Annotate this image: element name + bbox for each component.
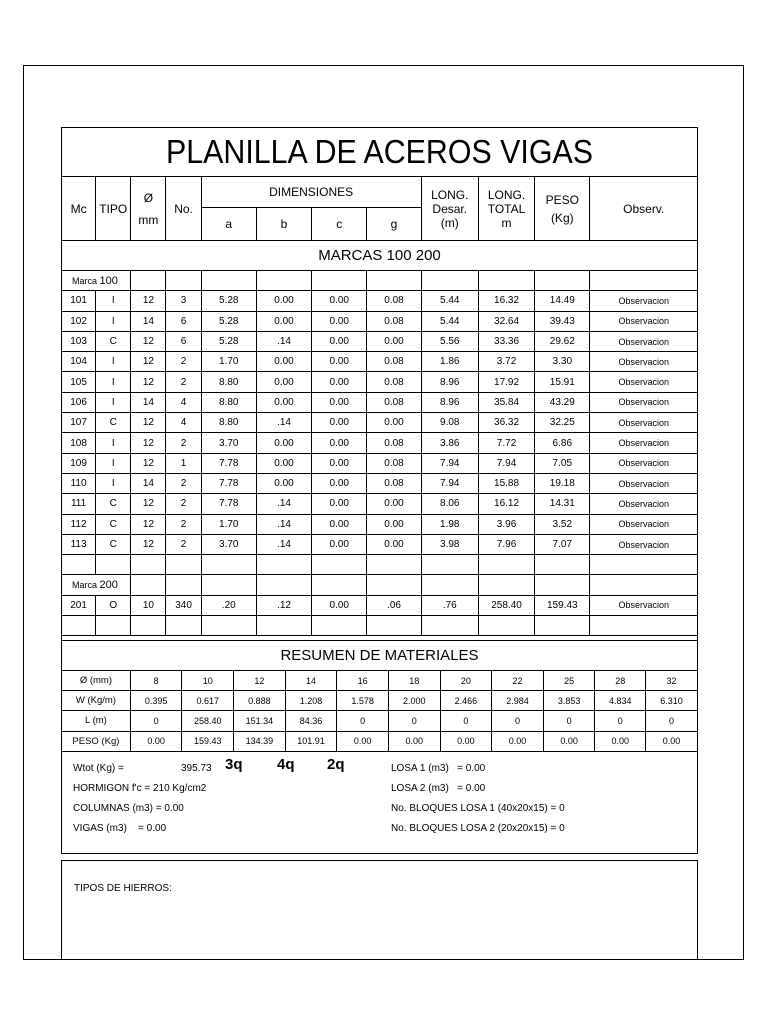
table-row bbox=[62, 372, 698, 392]
table-cell: 12 bbox=[131, 413, 166, 433]
table-cell: 5.28 bbox=[201, 311, 256, 331]
summary-row bbox=[62, 691, 698, 711]
table-cell: 2 bbox=[166, 514, 201, 534]
q-note-3: 2q bbox=[327, 756, 345, 773]
q-note-1: 3q bbox=[225, 756, 243, 773]
table-cell: 7.94 bbox=[421, 473, 478, 493]
summary-cell: 10 bbox=[182, 671, 234, 691]
table-cell: 0.00 bbox=[312, 352, 367, 372]
summary-cell: 0 bbox=[440, 711, 492, 731]
table-cell: 12 bbox=[131, 453, 166, 473]
table-row bbox=[62, 494, 698, 514]
table-cell: Observacion bbox=[590, 372, 698, 392]
summary-cell: 1.578 bbox=[337, 691, 389, 711]
table-cell: .12 bbox=[256, 595, 311, 615]
table-cell: O bbox=[96, 595, 131, 615]
table-cell: 110 bbox=[62, 473, 96, 493]
table-cell: 12 bbox=[131, 534, 166, 554]
table-cell: 9.08 bbox=[421, 413, 478, 433]
table-cell: 0.00 bbox=[256, 392, 311, 412]
summary-cell: 32 bbox=[646, 671, 698, 691]
header-diameter-symbol: Ø bbox=[143, 190, 154, 205]
table-cell: 8.80 bbox=[201, 413, 256, 433]
summary-cell: 4.834 bbox=[595, 691, 646, 711]
table-cell: C bbox=[96, 413, 131, 433]
table-cell: 16.32 bbox=[478, 291, 534, 311]
summary-cell: 0 bbox=[130, 711, 182, 731]
table-cell: 113 bbox=[62, 534, 96, 554]
table-row bbox=[62, 433, 698, 453]
header-observ: Observ. bbox=[590, 177, 698, 241]
marca-200-word: Marca bbox=[72, 580, 98, 591]
table-cell: Observacion bbox=[590, 473, 698, 493]
table-cell: 17.92 bbox=[478, 372, 534, 392]
losa1-note: LOSA 1 (m3) = 0.00 bbox=[391, 763, 486, 774]
table-cell: 3.72 bbox=[478, 352, 534, 372]
table-cell: 3.70 bbox=[201, 433, 256, 453]
table-cell: 5.28 bbox=[201, 331, 256, 351]
summary-cell: 3.853 bbox=[543, 691, 595, 711]
table-row bbox=[62, 311, 698, 331]
header-long-total bbox=[478, 177, 534, 241]
table-cell: 0.00 bbox=[367, 331, 421, 351]
table-cell: Observacion bbox=[590, 392, 698, 412]
header-dim-a: a bbox=[201, 208, 256, 241]
table-cell: .20 bbox=[201, 595, 256, 615]
summary-row-label: W (Kg/m) bbox=[62, 691, 131, 711]
table-cell: 0.00 bbox=[367, 534, 421, 554]
table-cell: 16.12 bbox=[478, 494, 534, 514]
table-cell: 105 bbox=[62, 372, 96, 392]
table-cell: I bbox=[96, 473, 131, 493]
tipos-de-hierros-label: TIPOS DE HIERROS: bbox=[74, 883, 172, 894]
tipos-de-hierros-box bbox=[61, 860, 698, 960]
table-cell: 0.00 bbox=[312, 311, 367, 331]
table-cell: 12 bbox=[131, 433, 166, 453]
header-mc: Mc bbox=[62, 177, 96, 241]
summary-cell: 6.310 bbox=[646, 691, 698, 711]
header-peso-l1: PESO bbox=[545, 192, 579, 207]
header-dim-g: g bbox=[367, 208, 421, 241]
table-cell: 32.64 bbox=[478, 311, 534, 331]
table-cell: 0.00 bbox=[312, 514, 367, 534]
table-row bbox=[62, 453, 698, 473]
table-cell: 2 bbox=[166, 494, 201, 514]
table-cell: 2 bbox=[166, 433, 201, 453]
table-cell: 3 bbox=[166, 291, 201, 311]
table-cell: 8.06 bbox=[421, 494, 478, 514]
table-cell: 6 bbox=[166, 331, 201, 351]
table-cell: 39.43 bbox=[535, 311, 590, 331]
materials-summary-table bbox=[61, 640, 698, 752]
marca-100-word: Marca bbox=[72, 275, 98, 286]
table-cell: 0.08 bbox=[367, 392, 421, 412]
table-cell: 0.00 bbox=[256, 433, 311, 453]
table-cell: 101 bbox=[62, 291, 96, 311]
table-cell: .06 bbox=[367, 595, 421, 615]
table-row bbox=[62, 473, 698, 493]
table-cell: 43.29 bbox=[535, 392, 590, 412]
table-cell: Observacion bbox=[590, 453, 698, 473]
table-cell: 12 bbox=[131, 372, 166, 392]
table-cell: 5.44 bbox=[421, 291, 478, 311]
table-cell: 0.00 bbox=[312, 534, 367, 554]
table-cell: 0.00 bbox=[367, 514, 421, 534]
table-cell: 3.86 bbox=[421, 433, 478, 453]
table-cell: I bbox=[96, 453, 131, 473]
header-diameter bbox=[131, 177, 166, 241]
table-cell: 0.00 bbox=[312, 453, 367, 473]
table-cell: C bbox=[96, 534, 131, 554]
table-row bbox=[62, 514, 698, 534]
table-cell: I bbox=[96, 352, 131, 372]
summary-cell: 0 bbox=[337, 711, 389, 731]
table-cell: 0.00 bbox=[256, 473, 311, 493]
summary-cell: 0 bbox=[646, 711, 698, 731]
table-cell: 0.00 bbox=[312, 433, 367, 453]
vigas-note: VIGAS (m3) = 0.00 bbox=[73, 823, 167, 834]
table-cell: 3.30 bbox=[535, 352, 590, 372]
table-cell: 3.52 bbox=[535, 514, 590, 534]
table-cell: 104 bbox=[62, 352, 96, 372]
table-cell: 109 bbox=[62, 453, 96, 473]
header-long-desar-l2: Desar. bbox=[432, 201, 468, 216]
summary-row-label: PESO (Kg) bbox=[62, 731, 131, 751]
header-long-desar bbox=[421, 177, 478, 241]
table-cell: 0.00 bbox=[367, 494, 421, 514]
table-row bbox=[62, 331, 698, 351]
table-cell: Observacion bbox=[590, 514, 698, 534]
table-cell: 2 bbox=[166, 352, 201, 372]
table-cell: C bbox=[96, 494, 131, 514]
summary-cell: 134.39 bbox=[234, 731, 286, 751]
q-note-2: 4q bbox=[277, 756, 295, 773]
summary-cell: 0.00 bbox=[492, 731, 544, 751]
header-dim-b: b bbox=[256, 208, 311, 241]
table-cell: Observacion bbox=[590, 311, 698, 331]
summary-cell: 14 bbox=[285, 671, 337, 691]
table-cell: Observacion bbox=[590, 413, 698, 433]
table-cell: 15.88 bbox=[478, 473, 534, 493]
wtot-value: 395.73 bbox=[181, 763, 212, 774]
table-cell: 0.00 bbox=[312, 595, 367, 615]
table-cell: 0.00 bbox=[256, 352, 311, 372]
table-cell: 7.96 bbox=[478, 534, 534, 554]
table-cell: 4 bbox=[166, 392, 201, 412]
table-cell: .76 bbox=[421, 595, 478, 615]
header-tipo: TIPO bbox=[96, 177, 131, 241]
table-cell: Observacion bbox=[590, 291, 698, 311]
table-cell: 0.00 bbox=[312, 413, 367, 433]
table-cell: 0.00 bbox=[256, 372, 311, 392]
summary-cell: 25 bbox=[543, 671, 595, 691]
table-cell: 0.00 bbox=[256, 311, 311, 331]
table-cell: 7.94 bbox=[478, 453, 534, 473]
table-cell: 6 bbox=[166, 311, 201, 331]
table-cell: 8.96 bbox=[421, 392, 478, 412]
summary-cell: 2.984 bbox=[492, 691, 544, 711]
table-cell: 1 bbox=[166, 453, 201, 473]
table-cell: 258.40 bbox=[478, 595, 534, 615]
section-title: MARCAS 100 200 bbox=[62, 241, 698, 271]
table-cell: 3.98 bbox=[421, 534, 478, 554]
table-cell: 7.07 bbox=[535, 534, 590, 554]
summary-cell: 20 bbox=[440, 671, 492, 691]
table-cell: 14 bbox=[131, 311, 166, 331]
table-cell: 32.25 bbox=[535, 413, 590, 433]
table-cell: 102 bbox=[62, 311, 96, 331]
page-title: PLANILLA DE ACEROS VIGAS bbox=[166, 133, 593, 170]
summary-cell: 12 bbox=[234, 671, 286, 691]
table-cell: 36.32 bbox=[478, 413, 534, 433]
table-cell: 201 bbox=[62, 595, 96, 615]
summary-cell: 2.000 bbox=[388, 691, 440, 711]
table-cell: 340 bbox=[166, 595, 201, 615]
table-cell: 0.00 bbox=[312, 494, 367, 514]
table-cell: 7.05 bbox=[535, 453, 590, 473]
summary-notes bbox=[61, 751, 698, 854]
summary-cell: 18 bbox=[388, 671, 440, 691]
summary-cell: 0.395 bbox=[130, 691, 182, 711]
table-cell: 0.08 bbox=[367, 291, 421, 311]
summary-cell: 0.00 bbox=[388, 731, 440, 751]
table-cell: 0.08 bbox=[367, 352, 421, 372]
table-cell: 2 bbox=[166, 473, 201, 493]
table-cell: 0.00 bbox=[312, 473, 367, 493]
table-cell: 14.31 bbox=[535, 494, 590, 514]
header-no: No. bbox=[166, 177, 201, 241]
table-cell: 8.80 bbox=[201, 392, 256, 412]
table-cell: .14 bbox=[256, 494, 311, 514]
table-cell: 2 bbox=[166, 534, 201, 554]
table-cell: 12 bbox=[131, 331, 166, 351]
summary-row-label: Ø (mm) bbox=[62, 671, 131, 691]
table-cell: 10 bbox=[131, 595, 166, 615]
table-cell: Observacion bbox=[590, 331, 698, 351]
table-cell: 3.96 bbox=[478, 514, 534, 534]
marca-100-label bbox=[62, 271, 131, 291]
marca-100-number: 100 bbox=[99, 274, 118, 287]
table-cell: 7.94 bbox=[421, 453, 478, 473]
hormigon-note: HORMIGON f'c = 210 Kg/cm2 bbox=[73, 783, 207, 794]
losa2-note: LOSA 2 (m3) = 0.00 bbox=[391, 783, 486, 794]
summary-cell: 0 bbox=[595, 711, 646, 731]
columnas-note: COLUMNAS (m3) = 0.00 bbox=[73, 803, 184, 814]
table-cell: 0.00 bbox=[312, 331, 367, 351]
table-cell: 5.44 bbox=[421, 311, 478, 331]
table-cell: 12 bbox=[131, 514, 166, 534]
table-cell: 107 bbox=[62, 413, 96, 433]
table-cell: 12 bbox=[131, 352, 166, 372]
table-cell: Observacion bbox=[590, 534, 698, 554]
table-cell: I bbox=[96, 311, 131, 331]
table-cell: 0.00 bbox=[367, 413, 421, 433]
table-cell: 3.70 bbox=[201, 534, 256, 554]
table-cell: .14 bbox=[256, 534, 311, 554]
table-cell: 14 bbox=[131, 392, 166, 412]
header-diameter-unit: mm bbox=[138, 212, 159, 227]
summary-cell: 101.91 bbox=[285, 731, 337, 751]
table-cell: .14 bbox=[256, 514, 311, 534]
table-cell: 7.72 bbox=[478, 433, 534, 453]
table-cell: 6.86 bbox=[535, 433, 590, 453]
table-cell: 0.08 bbox=[367, 453, 421, 473]
table-cell: I bbox=[96, 291, 131, 311]
table-cell: 0.08 bbox=[367, 473, 421, 493]
summary-row-label: L (m) bbox=[62, 711, 131, 731]
summary-cell: 0 bbox=[388, 711, 440, 731]
table-cell: 35.84 bbox=[478, 392, 534, 412]
table-cell: 0.00 bbox=[312, 392, 367, 412]
table-cell: 5.28 bbox=[201, 291, 256, 311]
table-cell: I bbox=[96, 392, 131, 412]
table-cell: Observacion bbox=[590, 595, 698, 615]
table-cell: .14 bbox=[256, 331, 311, 351]
summary-cell: 0.00 bbox=[337, 731, 389, 751]
table-cell: Observacion bbox=[590, 352, 698, 372]
summary-cell: 2.466 bbox=[440, 691, 492, 711]
header-long-total-l1: LONG. bbox=[487, 187, 526, 202]
steel-schedule-table bbox=[61, 176, 698, 636]
table-row bbox=[62, 413, 698, 433]
summary-row bbox=[62, 731, 698, 751]
table-cell: 5.56 bbox=[421, 331, 478, 351]
header-long-desar-l1: LONG. bbox=[431, 187, 469, 202]
header-long-total-l3: m bbox=[501, 215, 512, 230]
table-cell: 0.00 bbox=[312, 372, 367, 392]
table-cell: 0.00 bbox=[256, 291, 311, 311]
summary-cell: 0.00 bbox=[440, 731, 492, 751]
table-cell: 7.78 bbox=[201, 453, 256, 473]
table-cell: 2 bbox=[166, 372, 201, 392]
table-cell: 15.91 bbox=[535, 372, 590, 392]
table-cell: 103 bbox=[62, 331, 96, 351]
summary-row bbox=[62, 671, 698, 691]
table-cell: C bbox=[96, 514, 131, 534]
table-cell: 12 bbox=[131, 291, 166, 311]
table-cell: Observacion bbox=[590, 433, 698, 453]
table-cell: 1.86 bbox=[421, 352, 478, 372]
table-cell: 14.49 bbox=[535, 291, 590, 311]
summary-row bbox=[62, 711, 698, 731]
table-cell: 0.08 bbox=[367, 372, 421, 392]
summary-cell: 258.40 bbox=[182, 711, 234, 731]
summary-cell: 151.34 bbox=[234, 711, 286, 731]
table-row bbox=[62, 291, 698, 311]
summary-cell: 0 bbox=[492, 711, 544, 731]
table-cell: 108 bbox=[62, 433, 96, 453]
table-cell: I bbox=[96, 372, 131, 392]
header-peso-l2: (Kg) bbox=[550, 210, 574, 225]
header-long-total-l2: TOTAL bbox=[487, 201, 526, 216]
marca-200-label bbox=[62, 575, 131, 595]
summary-cell: 0.00 bbox=[543, 731, 595, 751]
table-cell: 29.62 bbox=[535, 331, 590, 351]
table-cell: 7.78 bbox=[201, 494, 256, 514]
header-peso bbox=[535, 177, 590, 241]
header-long-desar-l3: (m) bbox=[440, 215, 459, 230]
summary-cell: 28 bbox=[595, 671, 646, 691]
table-cell: 7.78 bbox=[201, 473, 256, 493]
table-cell: 0.08 bbox=[367, 433, 421, 453]
header-dim-c: c bbox=[312, 208, 367, 241]
wtot-label: Wtot (Kg) = bbox=[73, 763, 124, 774]
table-cell: 106 bbox=[62, 392, 96, 412]
summary-cell: 8 bbox=[130, 671, 182, 691]
table-cell: 0.08 bbox=[367, 311, 421, 331]
summary-cell: 84.36 bbox=[285, 711, 337, 731]
marca-200-number: 200 bbox=[99, 579, 118, 592]
table-cell: 159.43 bbox=[535, 595, 590, 615]
summary-cell: 0.617 bbox=[182, 691, 234, 711]
table-cell: 111 bbox=[62, 494, 96, 514]
summary-cell: 0.00 bbox=[595, 731, 646, 751]
table-cell: 1.98 bbox=[421, 514, 478, 534]
summary-cell: 16 bbox=[337, 671, 389, 691]
summary-cell: 1.208 bbox=[285, 691, 337, 711]
summary-cell: 22 bbox=[492, 671, 544, 691]
summary-cell: 0.00 bbox=[646, 731, 698, 751]
summary-cell: 0.00 bbox=[130, 731, 182, 751]
bloques2-note: No. BLOQUES LOSA 2 (20x20x15) = 0 bbox=[391, 823, 565, 834]
table-cell: 14 bbox=[131, 473, 166, 493]
table-cell: 1.70 bbox=[201, 352, 256, 372]
table-cell: 0.00 bbox=[256, 453, 311, 473]
table-row bbox=[62, 534, 698, 554]
table-cell: 112 bbox=[62, 514, 96, 534]
summary-cell: 0 bbox=[543, 711, 595, 731]
table-row bbox=[62, 392, 698, 412]
table-cell: 8.80 bbox=[201, 372, 256, 392]
table-cell: 8.96 bbox=[421, 372, 478, 392]
table-row bbox=[62, 595, 698, 615]
header-dimensiones: DIMENSIONES bbox=[201, 177, 421, 208]
table-cell: Observacion bbox=[590, 494, 698, 514]
table-cell: 33.36 bbox=[478, 331, 534, 351]
table-cell: 4 bbox=[166, 413, 201, 433]
summary-cell: 0.888 bbox=[234, 691, 286, 711]
table-row bbox=[62, 352, 698, 372]
table-cell: C bbox=[96, 331, 131, 351]
table-cell: I bbox=[96, 433, 131, 453]
resumen-title: RESUMEN DE MATERIALES bbox=[62, 641, 698, 671]
table-cell: 0.00 bbox=[312, 291, 367, 311]
bloques1-note: No. BLOQUES LOSA 1 (40x20x15) = 0 bbox=[391, 803, 565, 814]
table-cell: 12 bbox=[131, 494, 166, 514]
table-cell: 1.70 bbox=[201, 514, 256, 534]
summary-cell: 159.43 bbox=[182, 731, 234, 751]
table-cell: .14 bbox=[256, 413, 311, 433]
table-cell: 19.18 bbox=[535, 473, 590, 493]
